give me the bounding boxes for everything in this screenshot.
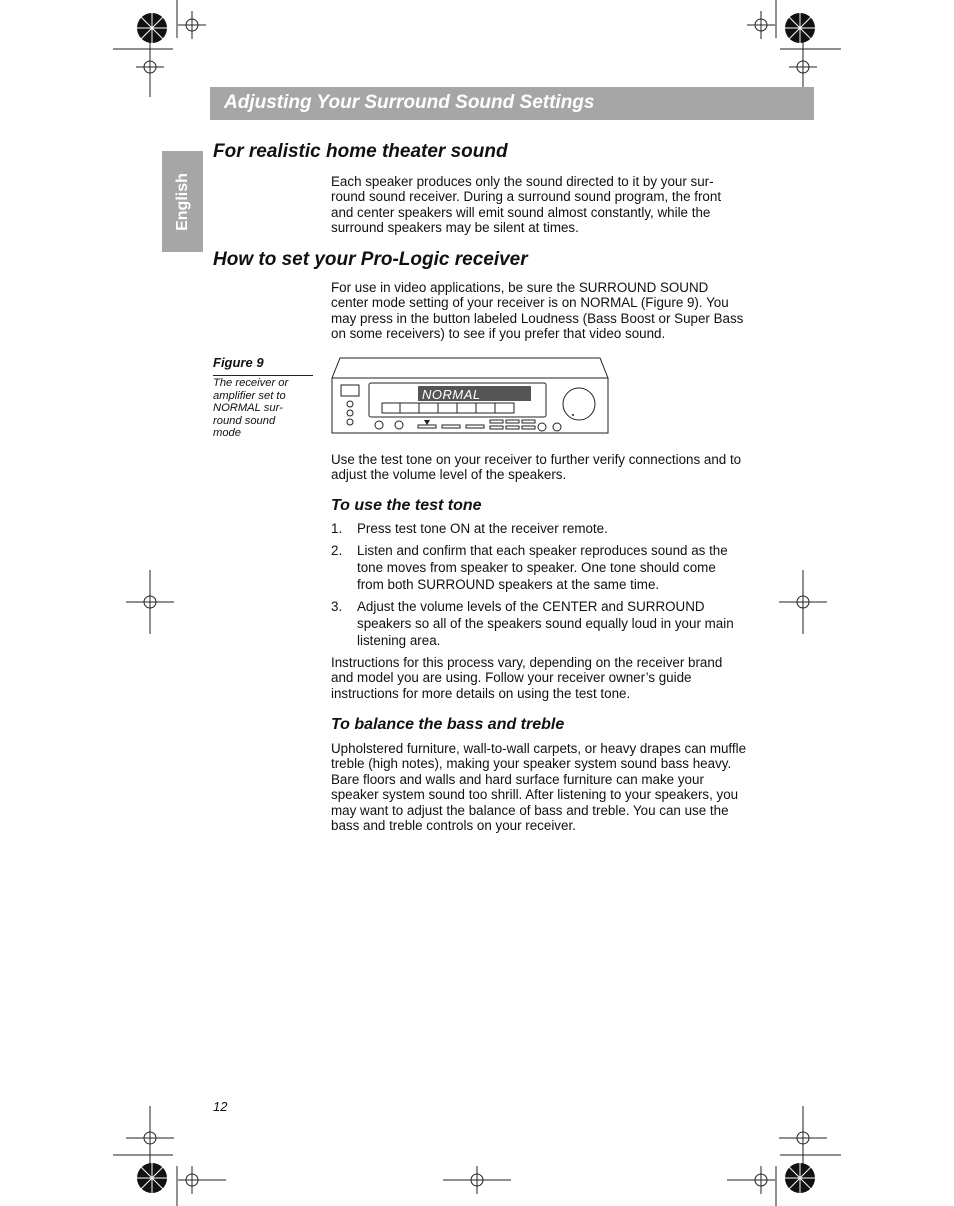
knob-small-1 (347, 401, 353, 407)
slider-2 (442, 425, 460, 428)
section1-body: Each speaker produces only the sound directed to it by your sur- round sound receiver. During a surround sound program, the front and center speakers will emit sound almost constantly, while the surround speakers may be silent at times. (331, 174, 722, 236)
bass-treble-body: Upholstered furniture, wall-to-wall carpets, or heavy drapes can muffle treble (high notes), making your speaker system sound bass heavy. Bare floors and walls and hard surface furniture can make your speaker system sound too shrill. After listening to your speakers, you may want to adjust the balance of bass and treble. You can use the bass and treble controls on your receiver. (331, 741, 747, 834)
list-item (331, 542, 741, 593)
test-tone-steps (331, 520, 741, 654)
test-tone-note: Instructions for this process vary, depending on the receiver brand and model you are using. Follow your receiver owner’s guide instructions for more details on using the test tone. (331, 655, 723, 701)
language-tab-label: English (173, 172, 191, 231)
step-number: 3. (331, 599, 343, 614)
step-number: 1. (331, 521, 343, 536)
section-header-bar (210, 87, 814, 120)
test-tone-heading: To use the test tone (331, 497, 482, 514)
slider-3 (466, 425, 484, 428)
list-item (331, 520, 741, 537)
step-number: 2. (331, 543, 343, 558)
figure-label: Figure 9 (213, 355, 264, 370)
section1-heading: For realistic home theater sound (213, 141, 508, 162)
test-tone-intro: Use the test tone on your receiver to further verify connections and to adjust the volume level of the speakers. (331, 452, 742, 483)
button-round-3 (538, 423, 546, 431)
step-text: Listen and confirm that each speaker reproduces sound as the tone moves from speaker to speaker. One tone should come from both SURROUND speakers at the same time. (357, 543, 728, 592)
language-tab (162, 151, 203, 252)
knob-small-3 (347, 419, 353, 425)
figure-rule (213, 375, 313, 376)
power-button (341, 385, 359, 396)
receiver-top (332, 358, 608, 378)
selector-arrow-icon (424, 420, 430, 425)
volume-knob (563, 388, 595, 420)
receiver-illustration (330, 356, 610, 436)
bass-treble-heading: To balance the bass and treble (331, 716, 565, 733)
button-round-2 (395, 421, 403, 429)
knob-small-2 (347, 410, 353, 416)
section2-heading: How to set your Pro-Logic receiver (213, 249, 528, 270)
page-title: Adjusting Your Surround Sound Settings (224, 92, 595, 113)
button-round-1 (375, 421, 383, 429)
band-strip (382, 403, 514, 413)
section2-body: For use in video applications, be sure the SURROUND SOUND center mode setting of your receiver is on NORMAL (Figure 9). You may press in the button labeled Loudness (Bass Boost or Super Bass on some receivers) to see if you prefer that video sound. (331, 280, 744, 342)
figure-caption: The receiver or amplifier set to NORMAL sur- round sound mode (213, 377, 289, 440)
display-text: NORMAL (422, 387, 481, 402)
page-number: 12 (213, 1099, 228, 1114)
step-text: Adjust the volume levels of the CENTER and SURROUND speakers so all of the speakers sound equally loud in your main listening area. (357, 599, 734, 648)
list-item (331, 598, 741, 649)
button-round-4 (553, 423, 561, 431)
step-text: Press test tone ON at the receiver remote. (357, 521, 608, 536)
slider-1 (418, 425, 436, 428)
